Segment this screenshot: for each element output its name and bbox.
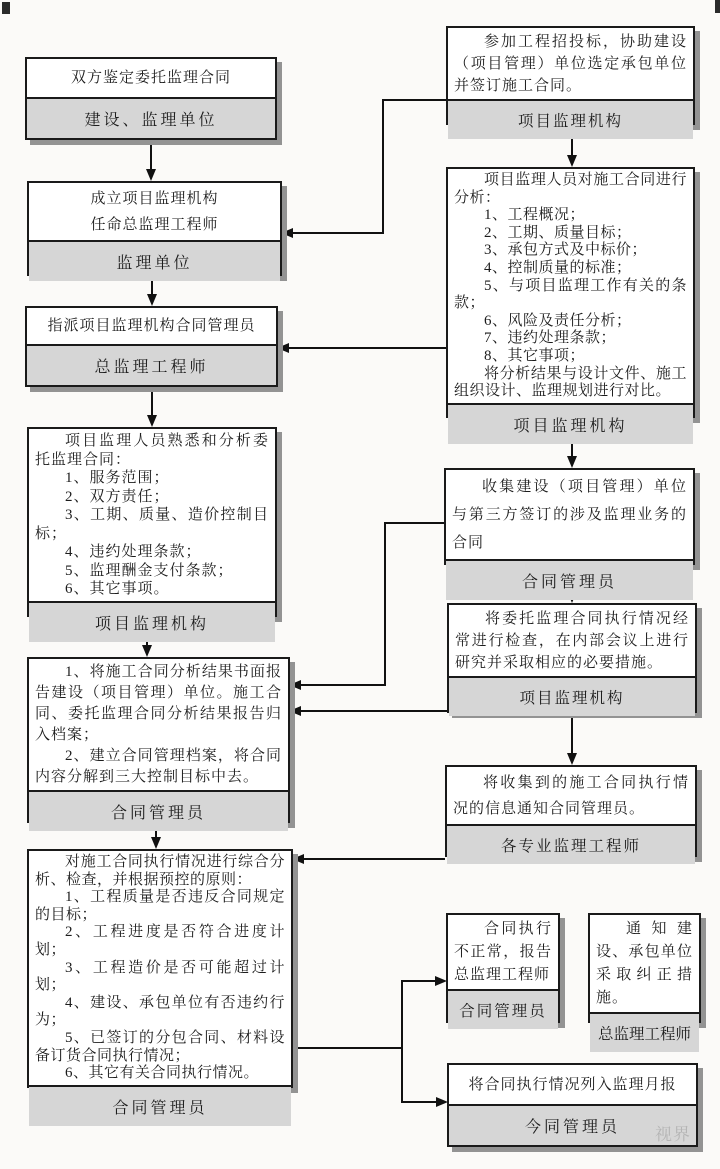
box-footer: 合同管理员 xyxy=(29,1085,291,1126)
box-text: 项目监理人员熟悉和分析委托监理合同： xyxy=(35,433,269,468)
box-footer: 合同管理员 xyxy=(29,790,288,831)
box-body xyxy=(29,851,291,1085)
box-analyze-entrust xyxy=(27,427,277,633)
box-notify-correct xyxy=(588,913,701,1043)
box-text: 4、违约处理条款； xyxy=(65,544,202,560)
box-footer: 项目监理机构 xyxy=(29,601,275,642)
box-text: 双方鉴定委托监理合同 xyxy=(70,70,231,87)
box-text: 参加工程招投标，协助建设（项目管理）单位选定承包单位并签订施工合同。 xyxy=(454,34,687,94)
box-assign-admin xyxy=(25,306,278,387)
box-text: 成立项目监理机构 xyxy=(90,191,219,207)
box-text: 6、风险及责任分析； xyxy=(484,312,632,329)
box-text: 4、建设、承包单位有否违约行为； xyxy=(35,994,285,1029)
box-body xyxy=(447,767,695,824)
box-body xyxy=(29,659,288,790)
box-footer: 项目监理机构 xyxy=(448,99,693,139)
box-body xyxy=(590,915,699,1012)
box-text: 4、控制质量的标准； xyxy=(484,259,632,276)
box-text: 2、工期、质量目标； xyxy=(484,224,632,241)
box-footer: 今同管理员 xyxy=(449,1104,696,1145)
box-text: 6、其它事项。 xyxy=(65,581,170,597)
box-text: 3、工期、质量、造价控制目标； xyxy=(35,507,269,542)
box-footer: 合同管理员 xyxy=(446,559,693,600)
box-abnormal-report xyxy=(446,913,560,1023)
watermark: 视界 xyxy=(655,1125,691,1144)
box-footer: 项目监理机构 xyxy=(448,403,693,444)
box-footer: 建设、监理单位 xyxy=(27,97,275,138)
box-body xyxy=(29,183,280,240)
box-footer: 总监理工程师 xyxy=(590,1012,699,1052)
box-sign-contract xyxy=(25,57,277,140)
box-text: 2、双方责任； xyxy=(65,488,170,505)
box-text: 收集建设（项目管理）单位与第三方签订的涉及监理业务的合同 xyxy=(452,479,687,551)
box-text: 将委托监理合同执行情况经常进行检查，在内部会议上进行研究并采取相应的必要措施。 xyxy=(455,611,689,671)
box-text: 将收集到的施工合同执行情况的信息通知合同管理员。 xyxy=(453,775,689,817)
scan-artifact xyxy=(715,0,720,13)
box-analyze-construction xyxy=(446,167,695,435)
box-text: 对施工合同执行情况进行综合分析、检查，并根据预控的原则： xyxy=(35,854,285,888)
box-text: 5、已签订的分包合同、材料设备订货合同执行情况； xyxy=(35,1029,285,1064)
box-text: 7、违约处理条款； xyxy=(484,330,617,347)
box-body xyxy=(448,28,693,99)
box-footer: 监理单位 xyxy=(29,240,280,281)
box-body xyxy=(27,59,275,97)
box-setup-org xyxy=(27,181,282,276)
box-footer: 各专业监理工程师 xyxy=(447,824,695,864)
scan-artifact xyxy=(2,2,10,14)
box-body xyxy=(27,308,276,344)
box-report-archive xyxy=(27,657,290,823)
box-text: 任命总监理工程师 xyxy=(90,217,219,233)
box-text: 1、将施工合同分析结果书面报告建设（项目管理）单位。施工合同、委托监理合同分析结果报告归入档案； xyxy=(35,664,282,743)
box-text: 项目监理人员对施工合同进行分析： xyxy=(454,172,687,206)
box-text: 将分析结果与设计文件、施工组织设计、监理规划进行对比。 xyxy=(454,365,687,400)
box-footer: 合同管理员 xyxy=(448,989,558,1029)
box-text: 6、其它有关合同执行情况。 xyxy=(65,1065,260,1082)
box-body xyxy=(448,915,558,989)
box-text: 8、其它事项； xyxy=(484,347,586,364)
box-comprehensive-check xyxy=(27,849,293,1117)
box-footer: 总监理工程师 xyxy=(27,344,276,385)
box-regular-check xyxy=(447,603,697,713)
box-text: 5、监理酬金支付条款； xyxy=(65,562,234,579)
box-body xyxy=(449,605,695,676)
box-body xyxy=(448,169,693,403)
box-text: 合同执行不正常，报告总监理工程师 xyxy=(454,921,552,983)
box-text: 2、建立合同管理档案，将合同内容分解到三大控制目标中去。 xyxy=(35,748,282,785)
box-body xyxy=(446,470,693,559)
box-footer: 项目监理机构 xyxy=(449,676,695,716)
box-text: 1、服务范围； xyxy=(65,470,170,486)
box-collect-contracts xyxy=(444,468,695,591)
box-text: 5、与项目监理工作有关的条款； xyxy=(454,277,687,312)
box-text: 通知建设、承包单位采取纠正措施。 xyxy=(596,921,693,1006)
box-text: 指派项目监理机构合同管理员 xyxy=(47,318,256,335)
box-text: 1、工程概况； xyxy=(484,207,586,224)
box-text: 2、工程进度是否符合进度计划； xyxy=(35,924,285,958)
box-bid-assist xyxy=(446,26,695,130)
box-notify-admin xyxy=(445,765,697,857)
box-body xyxy=(449,1065,696,1104)
box-text: 1、工程质量是否违反合同规定的目标； xyxy=(35,889,285,923)
box-text: 将合同执行情况列入监理月报 xyxy=(468,1076,677,1093)
box-body xyxy=(29,429,275,601)
box-text: 3、承包方式及中标价； xyxy=(484,242,648,259)
box-text: 3、工程造价是否可能超过计划； xyxy=(35,959,285,994)
